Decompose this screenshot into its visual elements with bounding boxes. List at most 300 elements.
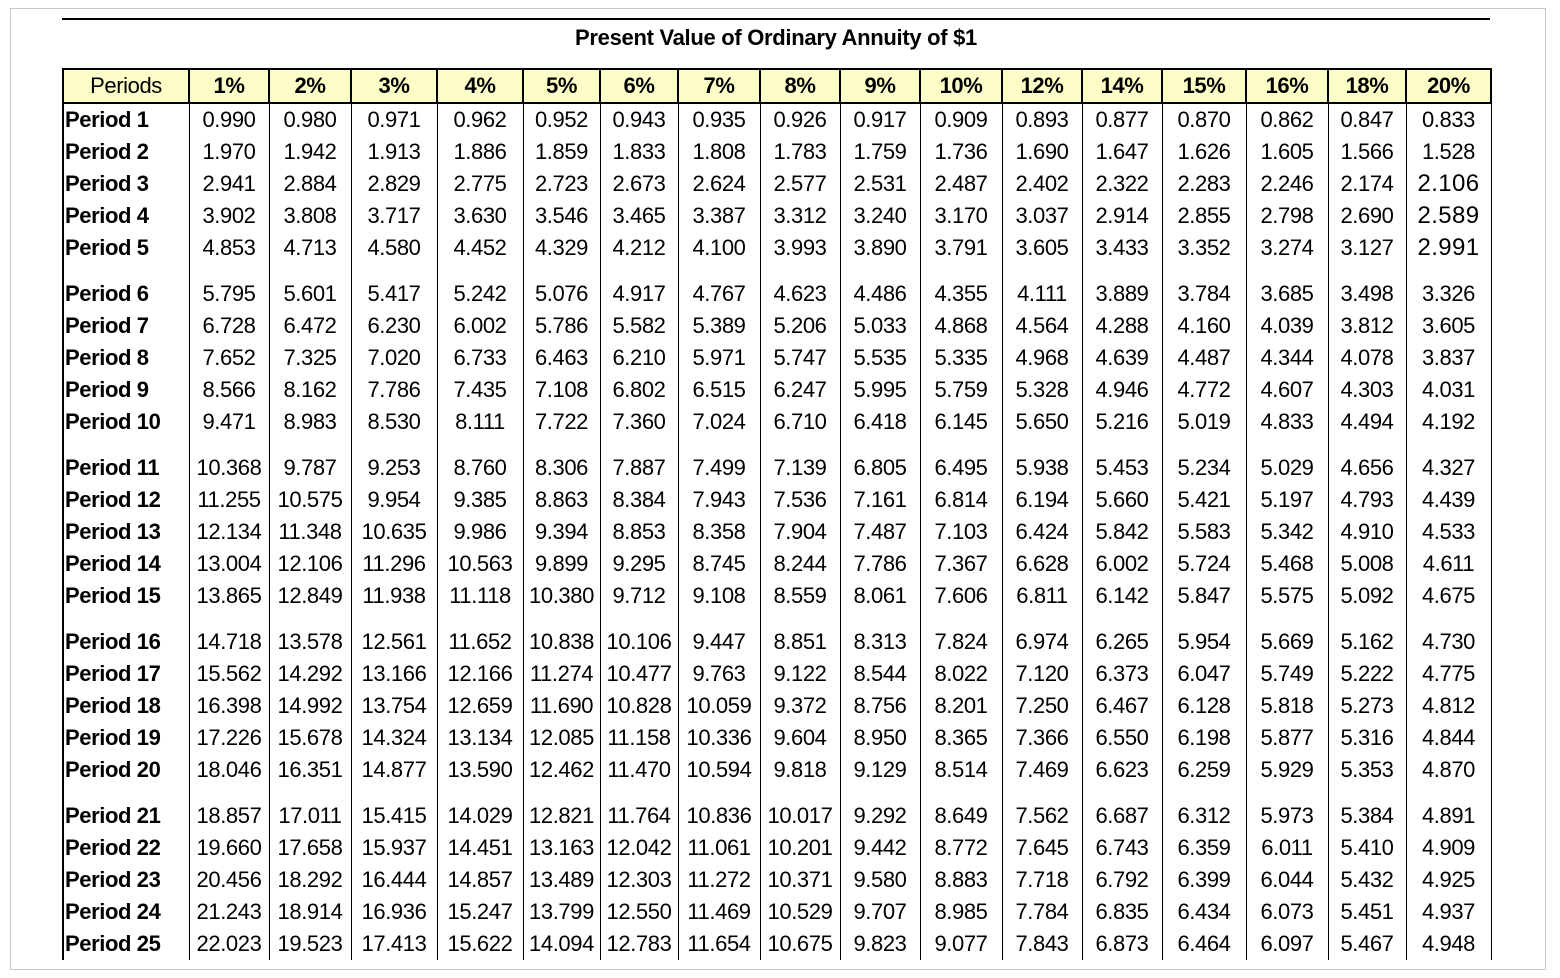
value-cell: 7.360 (600, 406, 678, 438)
value-cell: 3.837 (1406, 342, 1491, 374)
value-cell: 6.142 (1082, 580, 1162, 612)
value-cell: 14.029 (437, 786, 523, 832)
value-cell: 5.033 (840, 310, 920, 342)
value-cell: 7.652 (189, 342, 269, 374)
value-cell: 5.384 (1328, 786, 1406, 832)
value-cell: 14.877 (351, 754, 437, 786)
value-cell: 8.745 (678, 548, 760, 580)
value-cell: 9.253 (351, 438, 437, 484)
value-cell: 5.453 (1082, 438, 1162, 484)
value-cell: 11.118 (437, 580, 523, 612)
value-cell: 7.435 (437, 374, 523, 406)
value-cell: 17.413 (351, 928, 437, 960)
value-cell: 12.106 (269, 548, 351, 580)
value-cell: 7.499 (678, 438, 760, 484)
rate-header-14: 14% (1082, 69, 1162, 103)
value-cell: 5.316 (1328, 722, 1406, 754)
value-cell: 3.630 (437, 200, 523, 232)
value-cell: 5.583 (1162, 516, 1246, 548)
value-cell: 10.563 (437, 548, 523, 580)
value-cell: 9.471 (189, 406, 269, 438)
value-cell: 5.353 (1328, 754, 1406, 786)
value-cell: 4.327 (1406, 438, 1491, 484)
value-cell: 5.410 (1328, 832, 1406, 864)
value-cell: 7.469 (1002, 754, 1082, 786)
value-cell: 9.899 (523, 548, 600, 580)
value-cell: 7.024 (678, 406, 760, 438)
value-cell: 3.326 (1406, 264, 1491, 310)
value-cell: 4.775 (1406, 658, 1491, 690)
value-cell: 10.371 (760, 864, 840, 896)
value-cell: 4.192 (1406, 406, 1491, 438)
value-cell: 10.635 (351, 516, 437, 548)
value-cell: 1.833 (600, 136, 678, 168)
value-cell: 3.240 (840, 200, 920, 232)
value-cell: 5.467 (1328, 928, 1406, 960)
value-cell: 5.601 (269, 264, 351, 310)
value-cell: 11.469 (678, 896, 760, 928)
value-cell: 2.577 (760, 168, 840, 200)
value-cell: 0.971 (351, 103, 437, 136)
value-cell: 13.865 (189, 580, 269, 612)
value-cell: 9.447 (678, 612, 760, 658)
period-label: Period 7 (63, 310, 189, 342)
value-cell: 4.580 (351, 232, 437, 264)
value-cell: 8.514 (920, 754, 1002, 786)
value-cell: 2.798 (1246, 200, 1328, 232)
value-cell: 10.368 (189, 438, 269, 484)
value-cell: 12.085 (523, 722, 600, 754)
value-cell: 13.754 (351, 690, 437, 722)
period-label: Period 13 (63, 516, 189, 548)
value-cell: 0.847 (1328, 103, 1406, 136)
value-cell: 2.589 (1406, 200, 1491, 232)
value-cell: 16.398 (189, 690, 269, 722)
value-cell: 2.246 (1246, 168, 1328, 200)
table-row (63, 754, 1491, 786)
value-cell: 10.675 (760, 928, 840, 960)
value-cell: 6.373 (1082, 658, 1162, 690)
value-cell: 5.749 (1246, 658, 1328, 690)
value-cell: 8.883 (920, 864, 1002, 896)
value-cell: 2.991 (1406, 232, 1491, 264)
value-cell: 5.242 (437, 264, 523, 310)
value-cell: 3.605 (1002, 232, 1082, 264)
value-cell: 3.812 (1328, 310, 1406, 342)
value-cell: 7.786 (840, 548, 920, 580)
value-cell: 6.805 (840, 438, 920, 484)
value-cell: 9.712 (600, 580, 678, 612)
value-cell: 5.234 (1162, 438, 1246, 484)
value-cell: 2.673 (600, 168, 678, 200)
value-cell: 6.424 (1002, 516, 1082, 548)
table-row (63, 580, 1491, 612)
value-cell: 3.717 (351, 200, 437, 232)
value-cell: 2.106 (1406, 168, 1491, 200)
value-cell: 9.787 (269, 438, 351, 484)
value-cell: 0.877 (1082, 103, 1162, 136)
value-cell: 6.145 (920, 406, 1002, 438)
value-cell: 9.707 (840, 896, 920, 928)
value-cell: 18.046 (189, 754, 269, 786)
value-cell: 8.649 (920, 786, 1002, 832)
value-cell: 17.658 (269, 832, 351, 864)
value-cell: 5.222 (1328, 658, 1406, 690)
table-row (63, 438, 1491, 484)
period-label: Period 2 (63, 136, 189, 168)
value-cell: 4.909 (1406, 832, 1491, 864)
value-cell: 7.887 (600, 438, 678, 484)
table-row (63, 516, 1491, 548)
value-cell: 9.108 (678, 580, 760, 612)
value-cell: 3.387 (678, 200, 760, 232)
value-cell: 1.913 (351, 136, 437, 168)
value-cell: 15.247 (437, 896, 523, 928)
value-cell: 7.108 (523, 374, 600, 406)
value-cell: 7.943 (678, 484, 760, 516)
value-cell: 10.059 (678, 690, 760, 722)
value-cell: 4.910 (1328, 516, 1406, 548)
period-label: Period 4 (63, 200, 189, 232)
value-cell: 8.530 (351, 406, 437, 438)
value-cell: 4.031 (1406, 374, 1491, 406)
value-cell: 0.917 (840, 103, 920, 136)
value-cell: 15.678 (269, 722, 351, 754)
period-label: Period 21 (63, 786, 189, 832)
value-cell: 6.728 (189, 310, 269, 342)
value-cell: 4.925 (1406, 864, 1491, 896)
value-cell: 6.312 (1162, 786, 1246, 832)
value-cell: 7.843 (1002, 928, 1082, 960)
value-cell: 2.402 (1002, 168, 1082, 200)
value-cell: 8.358 (678, 516, 760, 548)
value-cell: 8.111 (437, 406, 523, 438)
value-cell: 7.722 (523, 406, 600, 438)
value-cell: 18.914 (269, 896, 351, 928)
value-cell: 18.857 (189, 786, 269, 832)
table-row (63, 406, 1491, 438)
value-cell: 5.575 (1246, 580, 1328, 612)
value-cell: 4.639 (1082, 342, 1162, 374)
value-cell: 6.733 (437, 342, 523, 374)
value-cell: 13.004 (189, 548, 269, 580)
value-cell: 10.336 (678, 722, 760, 754)
value-cell: 5.660 (1082, 484, 1162, 516)
value-cell: 6.495 (920, 438, 1002, 484)
rate-header-12: 12% (1002, 69, 1082, 103)
value-cell: 7.103 (920, 516, 1002, 548)
period-label: Period 20 (63, 754, 189, 786)
rate-header-8: 8% (760, 69, 840, 103)
value-cell: 6.194 (1002, 484, 1082, 516)
value-cell: 5.008 (1328, 548, 1406, 580)
value-cell: 5.468 (1246, 548, 1328, 580)
value-cell: 9.077 (920, 928, 1002, 960)
table-row (63, 548, 1491, 580)
value-cell: 5.328 (1002, 374, 1082, 406)
value-cell: 3.312 (760, 200, 840, 232)
value-cell: 2.322 (1082, 168, 1162, 200)
value-cell: 0.935 (678, 103, 760, 136)
value-cell: 12.550 (600, 896, 678, 928)
rate-header-18: 18% (1328, 69, 1406, 103)
value-cell: 2.855 (1162, 200, 1246, 232)
value-cell: 4.303 (1328, 374, 1406, 406)
value-cell: 4.812 (1406, 690, 1491, 722)
rate-header-10: 10% (920, 69, 1002, 103)
value-cell: 4.439 (1406, 484, 1491, 516)
period-label: Period 1 (63, 103, 189, 136)
value-cell: 5.432 (1328, 864, 1406, 896)
value-cell: 10.106 (600, 612, 678, 658)
value-cell: 11.255 (189, 484, 269, 516)
value-cell: 10.017 (760, 786, 840, 832)
period-label: Period 15 (63, 580, 189, 612)
rate-header-2: 2% (269, 69, 351, 103)
value-cell: 5.019 (1162, 406, 1246, 438)
value-cell: 5.669 (1246, 612, 1328, 658)
rate-header-16: 16% (1246, 69, 1328, 103)
value-cell: 20.456 (189, 864, 269, 896)
value-cell: 10.575 (269, 484, 351, 516)
table-row (63, 168, 1491, 200)
value-cell: 3.465 (600, 200, 678, 232)
value-cell: 7.250 (1002, 690, 1082, 722)
value-cell: 8.313 (840, 612, 920, 658)
table-row (63, 832, 1491, 864)
value-cell: 1.942 (269, 136, 351, 168)
period-label: Period 8 (63, 342, 189, 374)
value-cell: 6.710 (760, 406, 840, 438)
value-cell: 5.650 (1002, 406, 1082, 438)
value-cell: 5.786 (523, 310, 600, 342)
value-cell: 6.464 (1162, 928, 1246, 960)
value-cell: 5.582 (600, 310, 678, 342)
value-cell: 13.134 (437, 722, 523, 754)
value-cell: 6.259 (1162, 754, 1246, 786)
value-cell: 7.784 (1002, 896, 1082, 928)
value-cell: 5.335 (920, 342, 1002, 374)
value-cell: 5.389 (678, 310, 760, 342)
value-cell: 4.675 (1406, 580, 1491, 612)
value-cell: 2.174 (1328, 168, 1406, 200)
value-cell: 15.562 (189, 658, 269, 690)
value-cell: 19.523 (269, 928, 351, 960)
value-cell: 5.076 (523, 264, 600, 310)
value-cell: 2.884 (269, 168, 351, 200)
value-cell: 4.772 (1162, 374, 1246, 406)
value-cell: 1.970 (189, 136, 269, 168)
value-cell: 6.198 (1162, 722, 1246, 754)
value-cell: 10.828 (600, 690, 678, 722)
value-cell: 9.442 (840, 832, 920, 864)
value-cell: 7.562 (1002, 786, 1082, 832)
value-cell: 5.162 (1328, 612, 1406, 658)
value-cell: 4.564 (1002, 310, 1082, 342)
period-label: Period 3 (63, 168, 189, 200)
value-cell: 5.535 (840, 342, 920, 374)
value-cell: 4.713 (269, 232, 351, 264)
value-cell: 6.359 (1162, 832, 1246, 864)
value-cell: 6.873 (1082, 928, 1162, 960)
value-cell: 8.566 (189, 374, 269, 406)
table-row (63, 264, 1491, 310)
value-cell: 7.487 (840, 516, 920, 548)
value-cell: 13.590 (437, 754, 523, 786)
value-cell: 12.849 (269, 580, 351, 612)
value-cell: 4.623 (760, 264, 840, 310)
value-cell: 7.786 (351, 374, 437, 406)
value-cell: 0.893 (1002, 103, 1082, 136)
value-cell: 9.129 (840, 754, 920, 786)
value-cell: 5.842 (1082, 516, 1162, 548)
value-cell: 9.604 (760, 722, 840, 754)
value-cell: 10.529 (760, 896, 840, 928)
value-cell: 13.578 (269, 612, 351, 658)
value-cell: 10.836 (678, 786, 760, 832)
value-cell: 7.645 (1002, 832, 1082, 864)
rate-header-4: 4% (437, 69, 523, 103)
value-cell: 3.170 (920, 200, 1002, 232)
period-label: Period 14 (63, 548, 189, 580)
value-cell: 14.094 (523, 928, 600, 960)
period-label: Period 16 (63, 612, 189, 658)
value-cell: 4.730 (1406, 612, 1491, 658)
value-cell: 11.274 (523, 658, 600, 690)
value-cell: 5.421 (1162, 484, 1246, 516)
value-cell: 6.230 (351, 310, 437, 342)
value-cell: 7.904 (760, 516, 840, 548)
value-cell: 7.536 (760, 484, 840, 516)
value-cell: 5.847 (1162, 580, 1246, 612)
value-cell: 3.037 (1002, 200, 1082, 232)
value-cell: 11.764 (600, 786, 678, 832)
value-cell: 4.039 (1246, 310, 1328, 342)
value-cell: 12.561 (351, 612, 437, 658)
value-cell: 3.993 (760, 232, 840, 264)
value-cell: 6.515 (678, 374, 760, 406)
value-cell: 11.348 (269, 516, 351, 548)
value-cell: 6.550 (1082, 722, 1162, 754)
value-cell: 7.120 (1002, 658, 1082, 690)
value-cell: 8.384 (600, 484, 678, 516)
value-cell: 5.818 (1246, 690, 1328, 722)
value-cell: 6.073 (1246, 896, 1328, 928)
value-cell: 6.418 (840, 406, 920, 438)
value-cell: 5.092 (1328, 580, 1406, 612)
value-cell: 8.061 (840, 580, 920, 612)
value-cell: 3.889 (1082, 264, 1162, 310)
value-cell: 6.002 (1082, 548, 1162, 580)
table-row (63, 484, 1491, 516)
top-rule (62, 18, 1490, 20)
period-label: Period 19 (63, 722, 189, 754)
table-row (63, 136, 1491, 168)
value-cell: 5.759 (920, 374, 1002, 406)
table-row (63, 310, 1491, 342)
value-cell: 7.325 (269, 342, 351, 374)
value-cell: 2.914 (1082, 200, 1162, 232)
value-cell: 14.857 (437, 864, 523, 896)
value-cell: 5.747 (760, 342, 840, 374)
value-cell: 3.685 (1246, 264, 1328, 310)
value-cell: 10.201 (760, 832, 840, 864)
value-cell: 0.870 (1162, 103, 1246, 136)
value-cell: 4.100 (678, 232, 760, 264)
value-cell: 14.324 (351, 722, 437, 754)
value-cell: 8.306 (523, 438, 600, 484)
value-cell: 5.206 (760, 310, 840, 342)
value-cell: 13.163 (523, 832, 600, 864)
table-row (63, 690, 1491, 722)
value-cell: 6.128 (1162, 690, 1246, 722)
value-cell: 9.394 (523, 516, 600, 548)
value-cell: 9.295 (600, 548, 678, 580)
value-cell: 0.833 (1406, 103, 1491, 136)
value-cell: 1.759 (840, 136, 920, 168)
value-cell: 3.274 (1246, 232, 1328, 264)
value-cell: 11.470 (600, 754, 678, 786)
value-cell: 9.385 (437, 484, 523, 516)
value-cell: 16.351 (269, 754, 351, 786)
period-label: Period 12 (63, 484, 189, 516)
table-row (63, 722, 1491, 754)
rate-header-20: 20% (1406, 69, 1491, 103)
rate-header-6: 6% (600, 69, 678, 103)
value-cell: 15.622 (437, 928, 523, 960)
value-cell: 4.868 (920, 310, 1002, 342)
value-cell: 14.718 (189, 612, 269, 658)
value-cell: 4.833 (1246, 406, 1328, 438)
value-cell: 8.544 (840, 658, 920, 690)
value-cell: 9.292 (840, 786, 920, 832)
value-cell: 5.795 (189, 264, 269, 310)
value-cell: 3.808 (269, 200, 351, 232)
value-cell: 8.985 (920, 896, 1002, 928)
table-row (63, 864, 1491, 896)
value-cell: 1.783 (760, 136, 840, 168)
period-label: Period 6 (63, 264, 189, 310)
value-cell: 17.226 (189, 722, 269, 754)
value-cell: 4.917 (600, 264, 678, 310)
header-row (63, 69, 1491, 103)
value-cell: 5.273 (1328, 690, 1406, 722)
value-cell: 4.078 (1328, 342, 1406, 374)
value-cell: 8.863 (523, 484, 600, 516)
value-cell: 6.974 (1002, 612, 1082, 658)
value-cell: 14.292 (269, 658, 351, 690)
value-cell: 12.462 (523, 754, 600, 786)
value-cell: 2.487 (920, 168, 1002, 200)
value-cell: 9.763 (678, 658, 760, 690)
value-cell: 4.160 (1162, 310, 1246, 342)
value-cell: 5.417 (351, 264, 437, 310)
value-cell: 1.528 (1406, 136, 1491, 168)
value-cell: 8.772 (920, 832, 1002, 864)
value-cell: 5.216 (1082, 406, 1162, 438)
value-cell: 6.814 (920, 484, 1002, 516)
value-cell: 4.452 (437, 232, 523, 264)
table-row (63, 200, 1491, 232)
value-cell: 5.971 (678, 342, 760, 374)
value-cell: 3.352 (1162, 232, 1246, 264)
value-cell: 4.946 (1082, 374, 1162, 406)
value-cell: 4.937 (1406, 896, 1491, 928)
value-cell: 3.127 (1328, 232, 1406, 264)
value-cell: 3.890 (840, 232, 920, 264)
value-cell: 1.808 (678, 136, 760, 168)
value-cell: 6.399 (1162, 864, 1246, 896)
